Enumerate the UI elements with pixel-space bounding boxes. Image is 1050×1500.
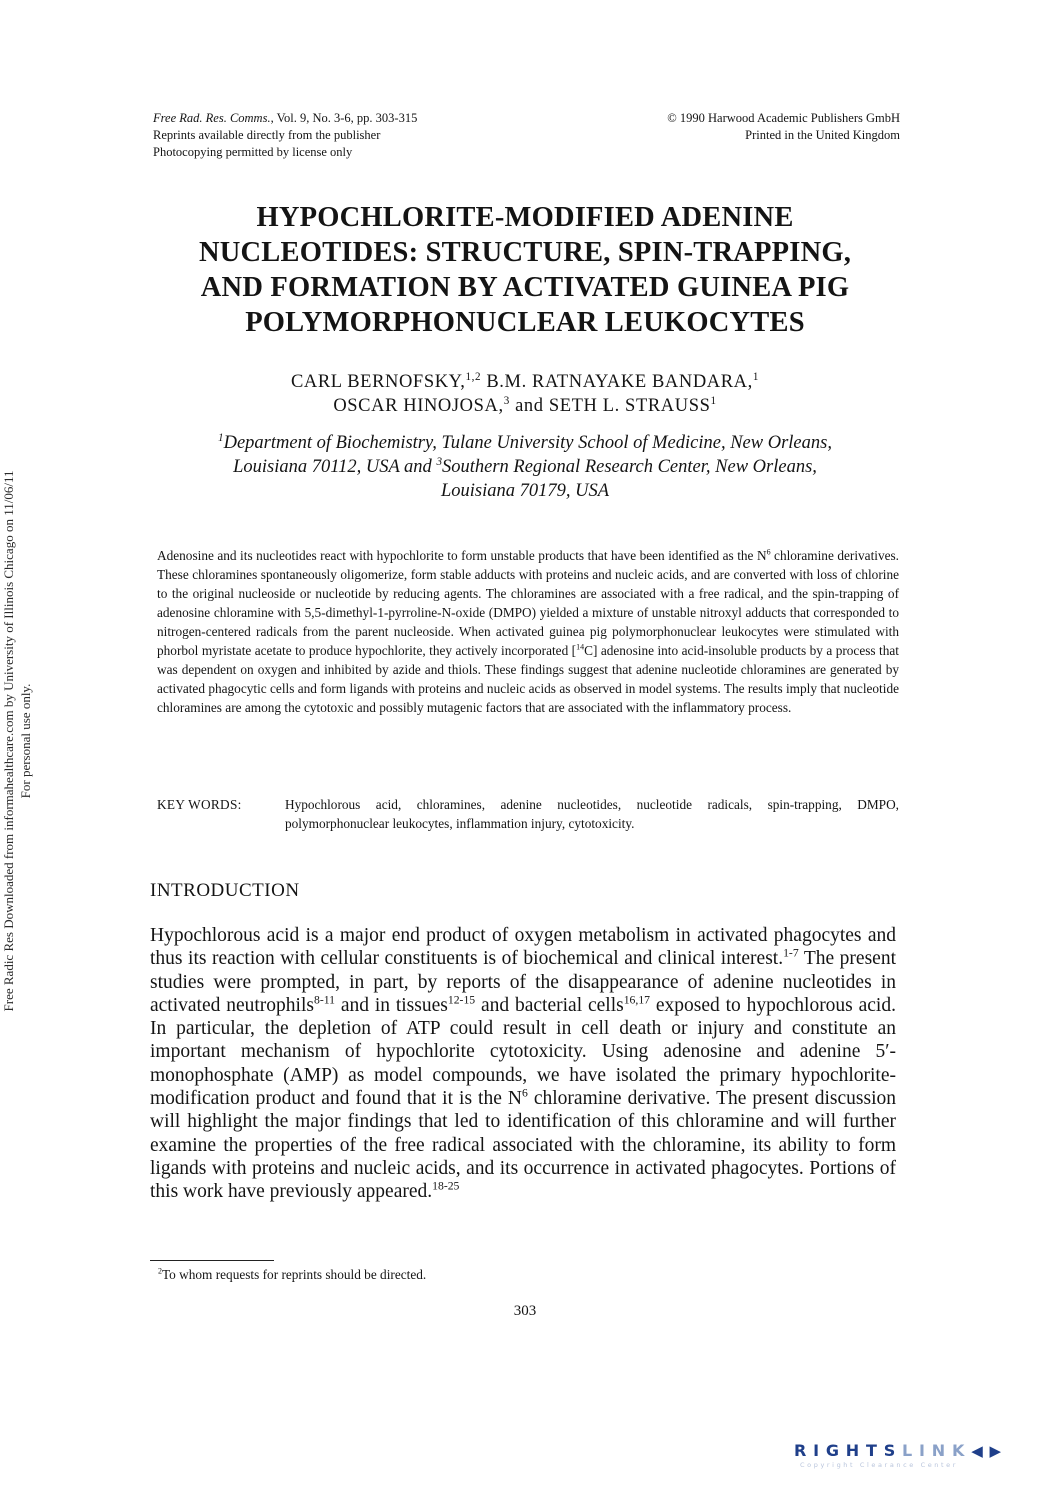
author-affil-mark: 1,2	[465, 370, 482, 383]
affil-mark: 1	[218, 431, 224, 444]
footnote-text: To whom requests for reprints should be directed.	[161, 1267, 427, 1282]
author-affil-mark: 3	[503, 394, 510, 407]
reprints-note: Reprints available directly from the publisher	[153, 128, 381, 142]
footnote	[158, 1266, 426, 1284]
printed-note: Printed in the United Kingdom	[745, 128, 900, 142]
reference-mark: 16,17	[623, 993, 650, 1007]
copyright-note: © 1990 Harwood Academic Publishers GmbH	[667, 111, 900, 125]
journal-header-left	[153, 110, 573, 161]
keywords	[157, 795, 899, 833]
reference-mark: 8-11	[313, 993, 335, 1007]
reference-mark: 12-15	[447, 993, 476, 1007]
keywords-label: KEY WORDS:	[157, 797, 242, 812]
superscript: 6	[766, 547, 771, 557]
author-list	[125, 370, 925, 418]
download-watermark	[0, 401, 40, 1081]
logo-text: RIGHTS	[794, 1441, 903, 1460]
abstract-text: chloramine derivatives. These chloramines spontaneously oligomerize, form stable adducts with proteins and nucleic acids, and are converted with loss of chlorine to the original nucleoside or nucleotide by reducing agents. The chloramines are associated with a free radical, and the spin-trapping of adenosine chloramine with 5,5-dimethyl-1-pyrroline-N-oxide (DMPO) yielded a mixture of unstable nitroxyl adducts that corresponded to nitrogen-centered radicals from the parent nucleoside. When activated guinea pig polymorphonuclear leukocytes were stimulated with phorbol myristate acetate to produce hypochlorite, they actively incorporated [	[157, 548, 900, 658]
superscript: 14	[576, 642, 585, 652]
author-name: B.M. RATNAYAKE BANDARA,	[481, 372, 753, 392]
journal-citation: , Vol. 9, No. 3-6, pp. 303-315	[270, 111, 418, 125]
affil-text: Southern Regional Research Center, New Orleans,	[441, 457, 817, 477]
link-arrows-icon: ◀▶	[971, 1442, 1008, 1460]
introduction-paragraph	[150, 924, 896, 1204]
body-text: Hypochlorous acid is a major end product of oxygen metabolism in activated phagocytes and thus its reaction with cellular constituents is of biochemical and clinical interest.	[150, 925, 896, 970]
affil-text: Department of Biochemistry, Tulane University School of Medicine, New Orleans,	[223, 433, 832, 453]
author-name: OSCAR HINOJOSA,	[333, 396, 504, 416]
body-text: and bacterial cells	[475, 994, 624, 1016]
paper-title	[125, 200, 925, 340]
affiliation	[125, 431, 925, 503]
footnote-mark: 2	[158, 1266, 162, 1276]
affil-mark: 3	[436, 455, 442, 468]
watermark-line: For personal use only.	[18, 683, 33, 799]
title-line: NUCLEOTIDES: STRUCTURE, SPIN-TRAPPING,	[198, 237, 852, 268]
logo-subtitle: Copyright Clearance Center	[800, 1461, 959, 1469]
affil-text: Louisiana 70112, USA and	[233, 457, 437, 477]
body-text: exposed to hypochlorous acid. In particular, the depletion of ATP could result in cell death or injury and constitute an important mechanism of hypochlorite cytotoxicity. Using adenosine and adenine 5′-monophosphate (AMP) as model compounds, we have isolated the primary hypochlorite-modification product and found that it is the N	[150, 994, 896, 1110]
reference-mark: 1-7	[783, 946, 799, 960]
title-line: HYPOCHLORITE-MODIFIED ADENINE	[256, 202, 794, 233]
journal-name: Free Rad. Res. Comms.	[153, 111, 271, 125]
author-name: and SETH L. STRAUSS	[509, 396, 711, 416]
author-affil-mark: 1	[752, 370, 760, 383]
journal-header-right	[570, 110, 900, 144]
rightslink-logo[interactable]	[794, 1441, 1030, 1487]
watermark-line: Free Radic Res Downloaded from informahealthcare.com by University of Illinois Chicago on 11/06/11	[1, 470, 16, 1012]
body-text: and in tissues	[334, 994, 448, 1016]
keywords-text: Hypochlorous acid, chloramines, adenine nucleotides, nucleotide radicals, spin-trapping, DMPO, polymorphonuclear leukocytes, inflammation injury, cytotoxicity.	[285, 797, 899, 831]
title-line: AND FORMATION BY ACTIVATED GUINEA PIG	[200, 272, 850, 303]
body-text: The present studies were prompted, in part, by reports of the disappearance of adenine nucleotides in activated neutrophils	[150, 948, 896, 1016]
reference-mark: 18-25	[432, 1179, 460, 1193]
superscript: 6	[521, 1086, 528, 1100]
body-text: chloramine derivative. The present discussion will highlight the major findings that led to identification of this chloramine and will further examine the properties of the free radical associated with the chloramine, its ability to form ligands with proteins and nucleic acids, and its occurrence in activated phagocytes. Portions of this work have previously appeared.	[150, 1088, 896, 1203]
title-line: POLYMORPHONUCLEAR LEUKOCYTES	[245, 307, 805, 338]
affil-text: Louisiana 70179, USA	[440, 481, 610, 501]
author-name: CARL BERNOFSKY,	[290, 372, 466, 392]
section-heading: INTRODUCTION	[150, 880, 300, 901]
photocopying-note: Photocopying permitted by license only	[153, 145, 353, 159]
abstract-text: Adenosine and its nucleotides react with hypochlorite to form unstable products that have been identified as the N	[157, 548, 767, 563]
abstract-text: C] adenosine into acid-insoluble products by a process that was dependent on oxygen and inhibited by azide and thiols. These findings suggest that adenine nucleotide chloramines are generated by activated phagocytic cells and form ligands with proteins and nucleic acids as observed in model systems. The results imply that nucleotide chloramines are among the cytotoxic and possibly mutagenic factors that are associated with the inflammatory process.	[157, 643, 899, 715]
page-number: 303	[513, 1303, 537, 1319]
logo-text: LINK	[902, 1441, 972, 1460]
author-affil-mark: 1	[710, 394, 717, 407]
footnote-divider	[150, 1260, 274, 1261]
abstract	[157, 546, 899, 717]
